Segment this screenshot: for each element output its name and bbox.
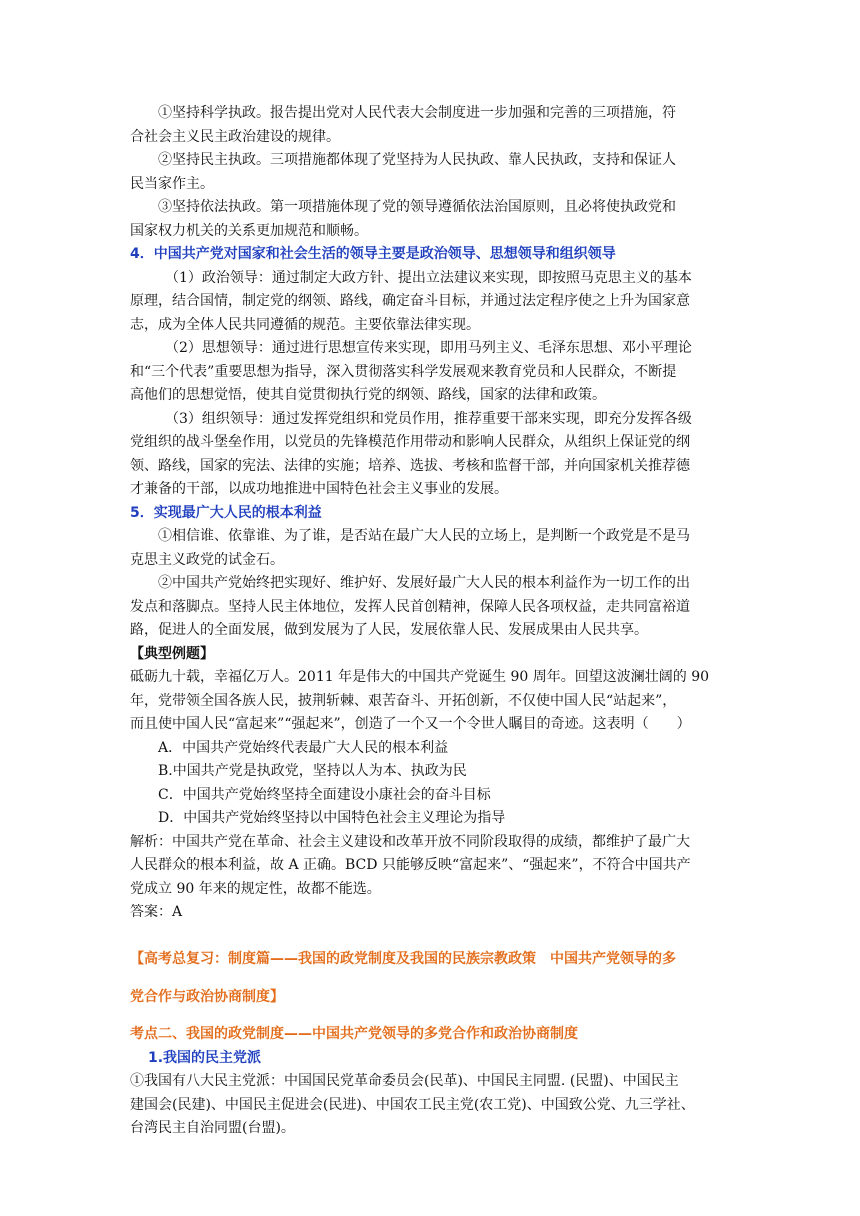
- text-line: 解析：中国共产党在革命、社会主义建设和改革开放不同阶段取得的成绩，都维护了最广大: [130, 833, 690, 850]
- text-line: 领、路线，国家的宪法、法律的实施；培养、选拔、考核和监督干部，并向国家机关推荐德: [130, 457, 690, 474]
- heading-line: 【高考总复习：制度篇——我国的政党制度及我国的民族宗教政策 中国共产党领导的多: [130, 951, 676, 967]
- text-line: ③坚持依法执政。第一项措施体现了党的领导遵循依法治国原则，且必将使执政党和: [158, 199, 676, 215]
- text-line: 合社会主义民主政治建设的规律。: [130, 128, 340, 145]
- text-line: A．中国共产党始终代表最广大人民的根本利益: [158, 739, 449, 756]
- text-line: 高他们的思想觉悟，使其自觉贯彻执行党的纲领、路线，国家的法律和政策。: [130, 387, 606, 403]
- heading-line: 5．实现最广大人民的根本利益: [130, 504, 322, 521]
- text-line: 党成立 90 年来的规定性，故都不能选。: [130, 880, 381, 897]
- spacer: [130, 972, 730, 986]
- text-line: C．中国共产党始终坚持全面建设小康社会的奋斗目标: [158, 786, 491, 803]
- text-line: D．中国共产党始终坚持以中国特色社会主义理论为指导: [158, 810, 506, 826]
- text-line: ②坚持民主执政。三项措施都体现了党坚持为人民执政、靠人民执政，支持和保证人: [158, 152, 676, 168]
- text-line: 答案：A: [130, 904, 183, 920]
- heading-line: 考点二、我国的政党制度——中国共产党领导的多党合作和政治协商制度: [130, 1026, 578, 1042]
- text-line: 台湾民主自治同盟(台盟)。: [130, 1120, 295, 1136]
- text-line: （1）政治领导：通过制定大政方针、提出立法建议来实现，即按照马克思主义的基本: [165, 269, 692, 286]
- text-line: ②中国共产党始终把实现好、维护好、发展好最广大人民的根本利益作为一切工作的出: [158, 575, 690, 591]
- text-line: 建国会(民建)、中国民主促进会(民进)、中国农工民主党(农工党)、中国致公党、九三学社、: [130, 1096, 695, 1113]
- text-line: ①相信谁、依靠谁、为了谁，是否站在最广大人民的立场上，是判断一个政党是不是马: [158, 528, 690, 544]
- text-line: 国家权力机关的关系更加规范和顺畅。: [130, 222, 368, 239]
- document-body: [130, 102, 730, 1141]
- text-line: 路，促进人的全面发展，做到发展为了人民，发展依靠人民、发展成果由人民共享。: [130, 622, 648, 638]
- text-line: 民当家作主。: [130, 175, 214, 192]
- text-line: 志，成为全体人民共同遵循的规范。主要依靠法律实现。: [130, 316, 480, 333]
- spacer: [130, 1009, 730, 1023]
- text-line: 年，党带领全国各族人民，披荆斩棘、艰苦奋斗、开拓创新，不仅使中国人民“站起来”，: [130, 692, 677, 709]
- spacer: [130, 925, 730, 949]
- text-line: B.中国共产党是执政党，坚持以人为本、执政为民: [158, 763, 467, 779]
- text-line: ①坚持科学执政。报告提出党对人民代表大会制度进一步加强和完善的三项措施，符: [158, 105, 676, 121]
- text-line: 才兼备的干部，以成功地推进中国特色社会主义事业的发展。: [130, 481, 508, 497]
- text-line: （2）思想领导：通过进行思想宣传来实现，即用马列主义、毛泽东思想、邓小平理论: [165, 340, 692, 356]
- text-line: 党组织的战斗堡垒作用，以党员的先锋模范作用带动和影响人民群众，从组织上保证党的纲: [130, 434, 690, 450]
- text-line: （3）组织领导：通过发挥党组织和党员作用，推荐重要干部来实现，即充分发挥各级: [165, 410, 692, 427]
- heading-line: 【典型例题】: [130, 645, 214, 662]
- text-line: 和“三个代表”重要思想为指导，深入贯彻落实科学发展观来教育党员和人民群众，不断提: [130, 363, 677, 380]
- text-line: 原理，结合国情，制定党的纲领、路线，确定奋斗目标，并通过法定程序使之上升为国家意: [130, 293, 690, 309]
- text-line: 砥砺九十载，幸福亿万人。2011 年是伟大的中国共产党诞生 90 周年。回望这波澜壮阔的 90: [130, 669, 710, 685]
- heading-line: 4．中国共产党对国家和社会生活的领导主要是政治领导、思想领导和组织领导: [130, 246, 616, 262]
- text-line: 人民群众的根本利益，故 A 正确。BCD 只能够反映“富起来”、“强起来”，不符合中国共产: [130, 857, 691, 873]
- text-line: 发点和落脚点。坚持人民主体地位，发挥人民首创精神，保障人民各项权益，走共同富裕道: [130, 598, 690, 615]
- text-line: 克思主义政党的试金石。: [130, 551, 284, 568]
- text-line: ①我国有八大民主党派：中国国民党革命委员会(民革)、中国民主同盟. (民盟)、中国民主: [130, 1073, 679, 1089]
- text-line: 1.我国的民主党派: [148, 1049, 262, 1066]
- text-line: 而且使中国人民“富起来”“强起来”，创造了一个又一个令世人瞩目的奇迹。这表明（ ）: [130, 716, 691, 732]
- heading-line: 党合作与政治协商制度】: [130, 988, 284, 1005]
